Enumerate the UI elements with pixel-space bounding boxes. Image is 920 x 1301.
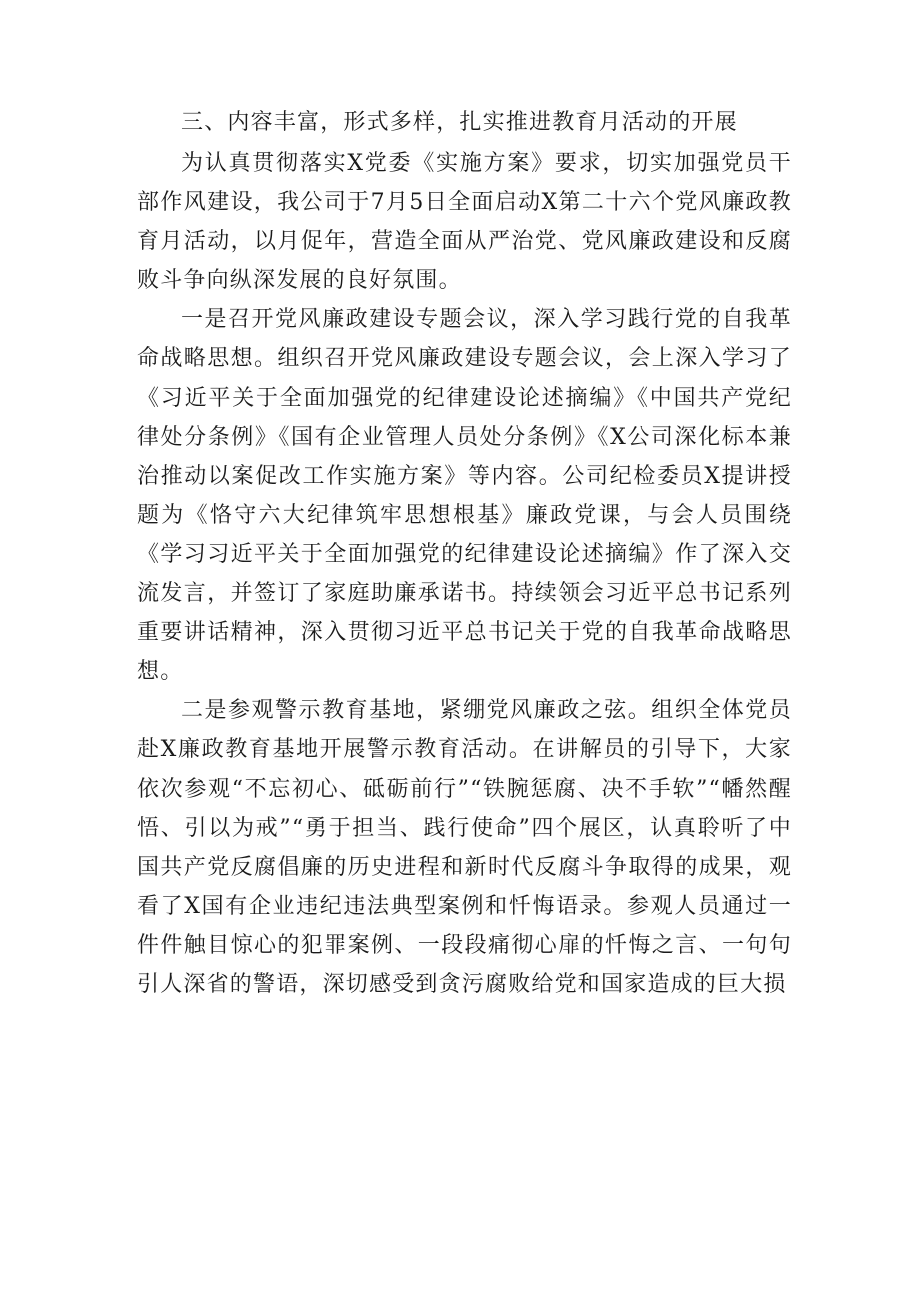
paragraph-meeting: 一是召开党风廉政建设专题会议，深入学习践行党的自我革命战略思想。组织召开党风廉政建设专题会议，会上深入学习了《习近平关于全面加强党的纪律建设论述摘编》《中国共产党纪律处分条例》《国有企业管理人员处分条例》《X公司深化标本兼治推动以案促改工作实施方案》等内容。公司纪检委员X提讲授题为《恪守六大纪律筑牢思想根基》廉政党课，与会人员围绕《学习习近平关于全面加强党的纪律建设论述摘编》作了深入交流发言，并签订了家庭助廉承诺书。持续领会习近平总书记系列重要讲话精神，深入贯彻习近平总书记关于党的自我革命战略思想。 (137, 307, 792, 685)
paragraph-education-base: 二是参观警示教育基地，紧绷党风廉政之弦。组织全体党员赴X廉政教育基地开展警示教育活动。在讲解员的引导下，大家依次参观“不忘初心、砥砺前行”“铁腕惩腐、决不手软”“幡然醒悟、引以为戒”“勇于担当、践行使命”四个展区，认真聆听了中国共产党反腐倡廉的历史进程和新时代反腐斗争取得的成果，观看了X国有企业违纪违法典型案例和忏悔语录。参观人员通过一件件触目惊心的犯罪案例、一段段痛彻心扉的忏悔之言、一句句引人深省的警语，深切感受到贪污腐败给党和国家造成的巨大损 (137, 698, 792, 997)
section-heading: 三、内容丰富，形式多样，扎实推进教育月活动的开展 (181, 110, 738, 135)
paragraph-intro: 为认真贯彻落实X党委《实施方案》要求，切实加强党员干部作风建设，我公司于7月5日全面启动X第二十六个党风廉政教育月活动，以月促年，营造全面从严治党、党风廉政建设和反腐败斗争向纵深发展的良好氛围。 (137, 151, 792, 294)
document-body (137, 108, 792, 1004)
